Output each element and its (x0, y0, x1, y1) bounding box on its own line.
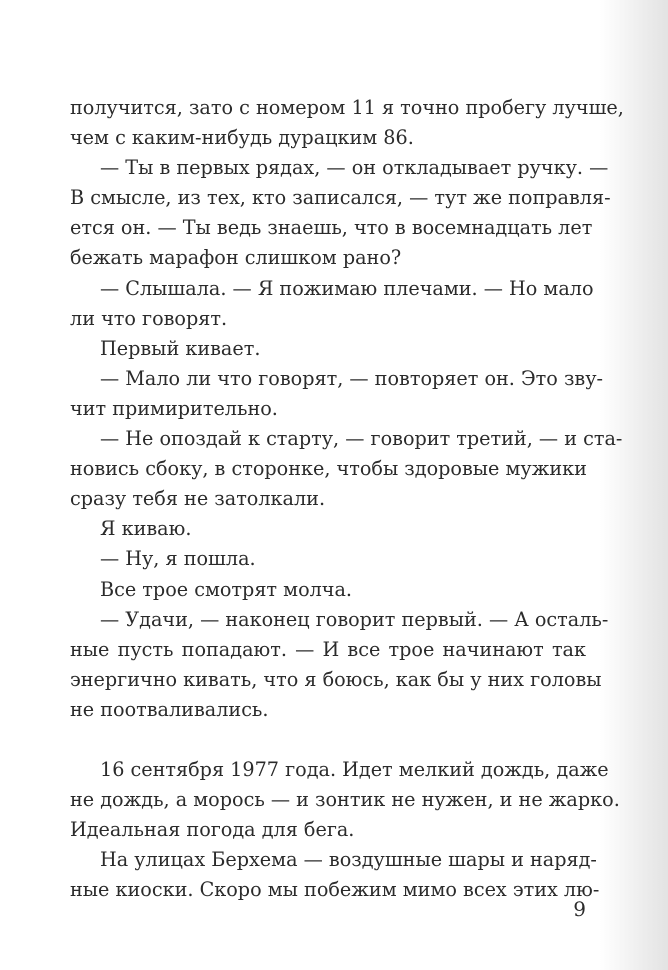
text-line: бежать марафон слишком рано? (70, 246, 402, 270)
text-line: новись сбоку, в сторонке, чтобы здоровые мужики (70, 457, 587, 481)
text-line: чит примирительно. (70, 396, 278, 420)
page-number: 9 (573, 897, 586, 921)
text-line: сразу тебя не затолкали. (70, 487, 326, 511)
text-line: не дождь, а морось — и зонтик не нужен, и не жарко. (70, 788, 620, 812)
text-line: — Удачи, — наконец говорит первый. — А осталь- (100, 607, 609, 631)
text-line: На улицах Берхема — воздушные шары и наряд- (100, 848, 597, 872)
text-line: энергично кивать, что я боюсь, как бы у них головы (70, 667, 602, 691)
text-line: — Не опоздай к старту, — говорит третий, — и ста- (100, 427, 623, 451)
text-line: Первый кивает. (100, 336, 261, 360)
text-line: 16 сентября 1977 года. Идет мелкий дождь, даже (100, 757, 609, 781)
text-line: — Ты в первых рядах, — он откладывает ручку. — (100, 156, 609, 180)
text-line: Идеальная погода для бега. (70, 818, 355, 842)
text-line: Все трое смотрят молча. (100, 577, 353, 601)
text-line: не поотваливались. (70, 697, 269, 721)
text-line: Я киваю. (100, 517, 192, 541)
text-line: В смысле, из тех, кто записался, — тут же поправля- (70, 186, 611, 210)
text-line: ли что говорят. (70, 306, 228, 330)
text-line: ные пусть попадают. — И все трое начинают так (70, 637, 586, 661)
body-text (70, 93, 624, 905)
section-break (70, 725, 586, 755)
text-line: чем с каким-нибудь дурацким 86. (70, 126, 414, 150)
text-line: — Ну, я пошла. (100, 547, 256, 571)
text-line: — Мало ли что говорят, — повторяет он. Это зву- (100, 366, 603, 390)
text-line: ные киоски. Скоро мы побежим мимо всех этих лю- (70, 878, 600, 902)
text-line: получится, зато с номером 11 я точно пробегу лучше, (70, 96, 624, 119)
text-line: ется он. — Ты ведь знаешь, что в восемнадцать лет (70, 216, 593, 240)
text-line: — Слышала. — Я пожимаю плечами. — Но мало (100, 276, 594, 300)
